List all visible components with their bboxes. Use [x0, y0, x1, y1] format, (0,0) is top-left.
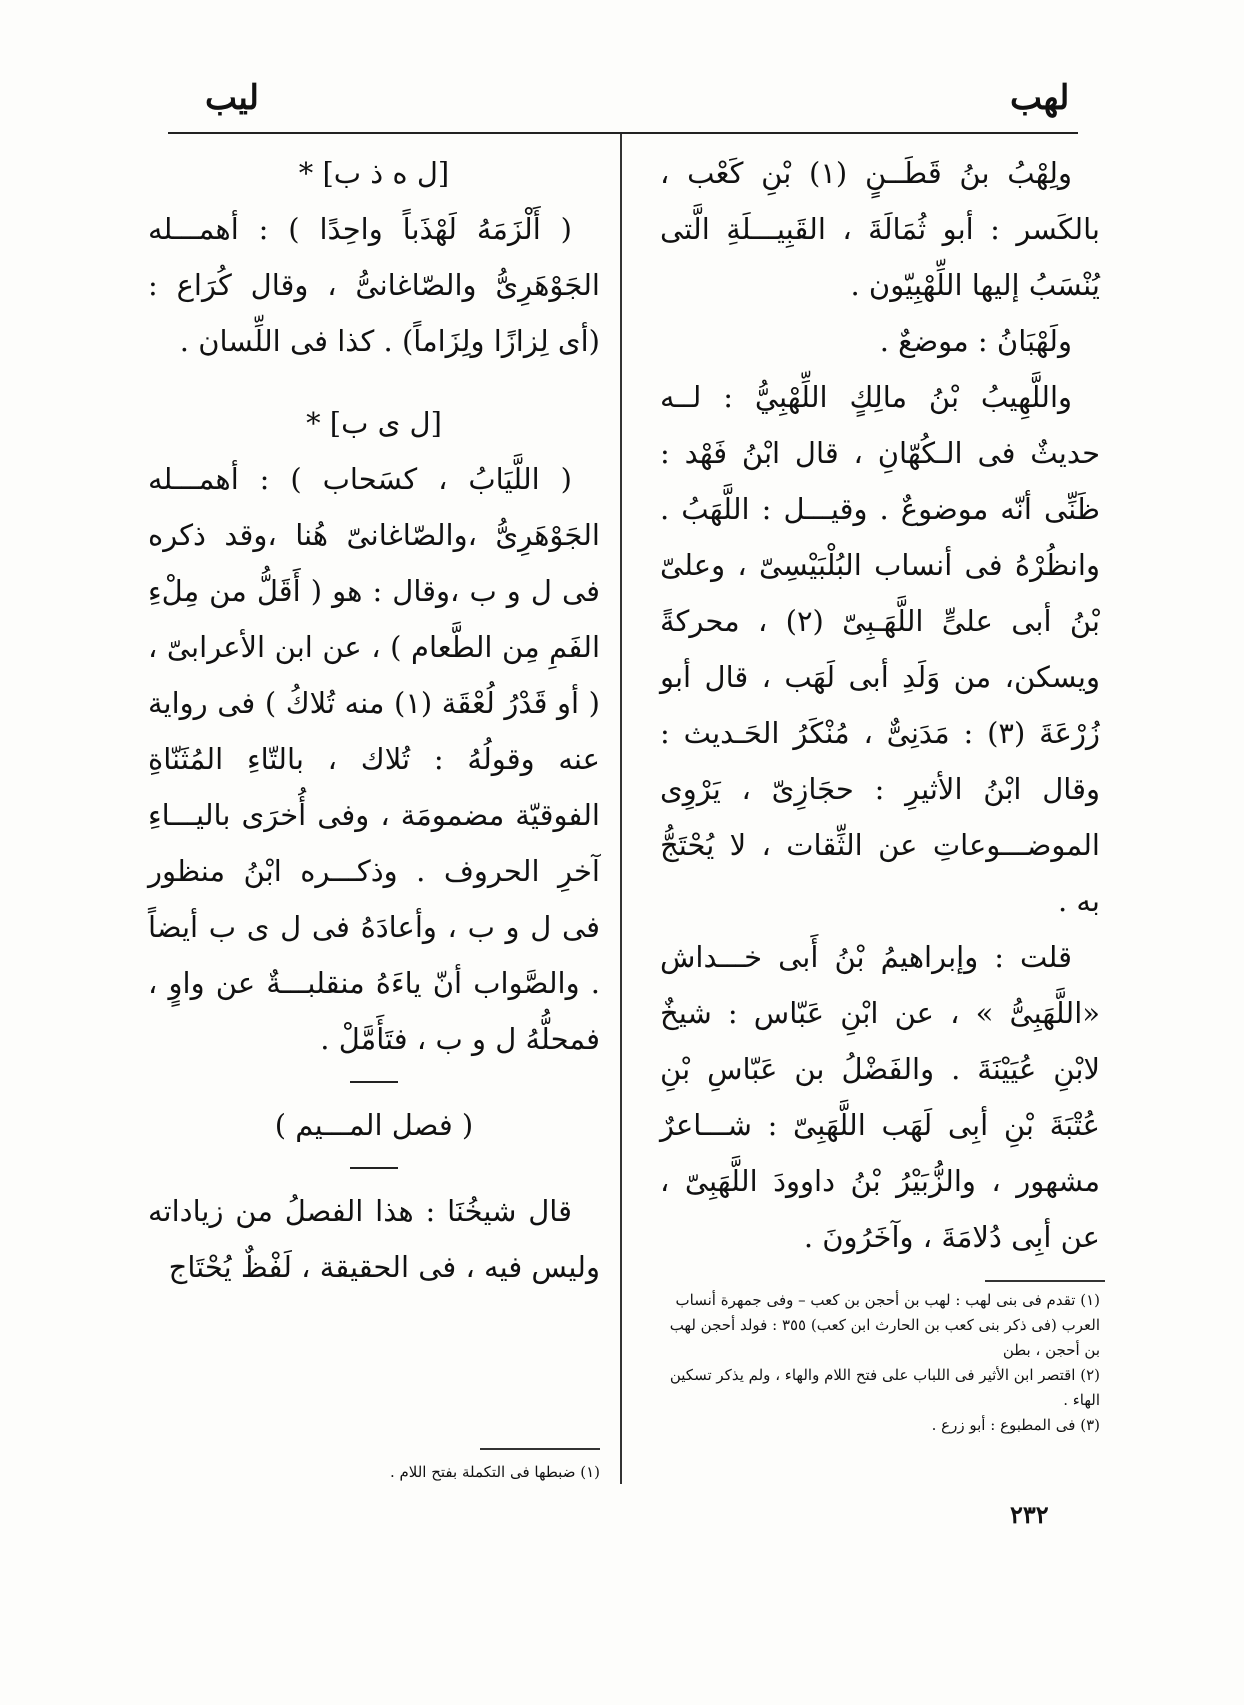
section-title-lhdhb: [ل ه ذ ب] *: [298, 156, 450, 190]
entry-allahib: واللَّهِيبُ بْنُ مالِكٍ اللِّهْبِيُّ : لــه حديثٌ فى الـكُهّانِ ، قال ابْنُ فَهْد : ظَنِّى أنّه موضوعٌ . وقيـــل : اللَّهَبُ . وانظُرْهُ فى أنساب البُلْبَيْسِىّ ، وعلىّ بْنُ أبى علىٍّ اللَّهَـبِىّ (٢) ، محركةً ويسكن، من وَلَدِ أبى لَهَب ، قال أبو زُرْعَةَ (٣) : مَدَنِىٌّ ، مُنْكَرُ الحَـديث : وقال ابْنُ الأثيرِ : حجَازِىّ ، يَرْوِى الموضـــوعاتِ عن الثِّقات ، لا يُحْتَجُّ به .: [660, 380, 1100, 918]
footnote-rule-right: [985, 1280, 1105, 1282]
footnote-2: (٢) اقتصر ابن الأثير فى اللباب على فتح اللام والهاء ، ولم يذكر تسكين الهاء .: [669, 1366, 1100, 1409]
footnote-left: (١) ضبطها فى التكملة بفتح اللام .: [389, 1463, 600, 1481]
chapter-heading-mim: ( فصل المـــيم ): [274, 1108, 474, 1142]
header-rule: [168, 132, 1078, 134]
entry-lihb-ibn-qatan: ولِهْبُ بنُ قَطَــنٍ (١) بْنِ كَعْب ، بالكَسر : أبو ثُمَالَةَ ، القَبِيـــلَةِ الَّتى يُنْسَبُ إليها اللِّهْبِيّون .: [660, 156, 1100, 302]
spacer: [148, 369, 600, 395]
page-number: ٢٣٢: [1010, 1500, 1049, 1529]
short-rule-top: [350, 1081, 398, 1083]
entry-allayab: ( اللَّيَابُ ، كسَحاب ) : أهمـــله الجَوْهَرِىُّ ،والصّاغانىّ هُنا ،وقد ذكره فى ل و ب ،وقال : هو ( أَقَلُّ من مِلْءِ الفَمِ مِن الطَّعام ) ، عن ابن الأعرابىّ ، ( أو قَدْرُ لُعْقَة (١) منه تُلاكُ ) فى رواية عنه وقولُهُ : تُلاك ، بالتّاءِ المُثَنّاةِ الفوقيّة مضمومَة ، وفى أُخرَى باليـــاءِ آخرِ الحروف . وذكـــره ابْنُ منظور فى ل و ب ، وأعادَهُ فى ل ى ب أيضاً . والصَّواب أنّ ياءَهُ منقلبـــةٌ عن واوٍ ، فمحلُّهُ ل و ب ، فتَأَمَّلْ .: [148, 462, 600, 1056]
closing-text: قال شيخُنَا : هذا الفصلُ من زياداته وليس فيه ، فى الحقيقة ، لَفْظٌ يُحْتَاج: [148, 1194, 600, 1284]
entry-qult: قلت : وإبراهيمُ بْنُ أَبى خـــداش «اللَّهَبِىُّ » ، عن ابْنِ عَبّاس : شيخٌ لابْنِ عُيَيْنَةَ . والفَضْلُ بن عَبّاسِ بْنِ عُتْبَةَ بْنِ أبِى لَهَب اللَّهَبِىّ : شـــاعرٌ مشهور ، والزُّبَيْرُ بْنُ داوودَ اللَّهَبِىّ ، عن أبِى دُلامَةَ ، وآخَرُونَ .: [660, 940, 1100, 1254]
column-divider: [620, 134, 622, 1484]
footnote-1: (١) تقدم فى بنى لهب : لهب بن أحجن بن كعب – وفى جمهرة أنساب العرب (فى ذكر بنى كعب بن الحارث ابن كعب) ٣٥٥ : فولد أحجن لهب بن أحجن ، بطن: [669, 1291, 1100, 1359]
footnote-rule-left: [480, 1448, 600, 1450]
footnote-3: (٣) فى المطبوع : أبو زرع .: [931, 1416, 1100, 1434]
entry-lahdhab: ( أَلْزَمَهُ لَهْذَباً واحِدًا ) : أهمـــله الجَوْهَرِىُّ والصّاغانىُّ ، وقال كُرَاع : (أى لِزازًا ولِزَاماً) . كذا فى اللِّسان .: [148, 212, 600, 358]
section-title-lyb: [ل ى ب] *: [306, 406, 442, 440]
footnotes-right: [660, 1288, 1100, 1438]
entry-lahban: ولَهْبَانُ : موضعٌ .: [879, 324, 1072, 358]
short-rule-bottom: [350, 1167, 398, 1169]
running-head-left: ليب: [205, 78, 260, 118]
running-head-right: لهب: [1010, 78, 1070, 118]
left-column: [148, 145, 600, 1295]
right-column: [660, 145, 1100, 1265]
